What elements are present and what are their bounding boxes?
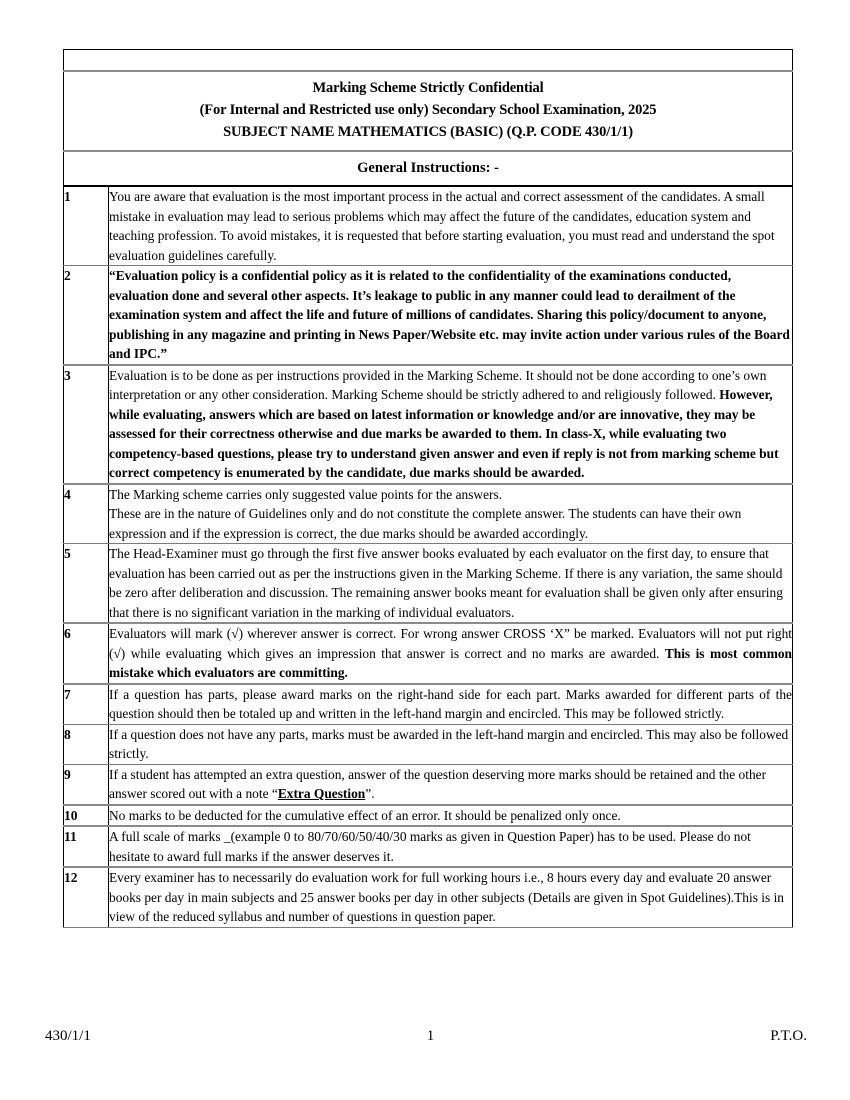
instruction-row xyxy=(64,724,793,764)
instruction-text-part: The Head-Examiner must go through the first five answer books evaluated by each evaluator on the first day, to ensure that evaluation has been carried out as per the instructions given in the Marking Scheme. If there is any variation, the same should be zero after deliberation and discussion. The remaining answer books meant for evaluation shall be given only after ensuring that there is no significant variation in the marking of individual evaluators. xyxy=(109,546,783,620)
instruction-text-part: Extra Question xyxy=(277,786,366,802)
title-cell xyxy=(64,71,793,151)
instruction-text xyxy=(109,544,793,624)
instruction-text xyxy=(109,826,793,867)
instruction-row xyxy=(64,266,793,365)
section-heading-cell xyxy=(64,151,793,186)
instruction-row xyxy=(64,867,793,927)
instruction-text-part: Evaluation is to be done as per instructions provided in the Marking Scheme. It should not be done according to one’s own interpretation or any other consideration. Marking Scheme should be strictly adhered to and religiously followed. xyxy=(109,367,767,403)
instruction-row xyxy=(64,684,793,725)
instruction-text xyxy=(109,867,793,927)
page-footer xyxy=(45,1028,807,1045)
instruction-text-part: “Evaluation policy is a confidential policy as it is related to the confidentiality of the examinations conducted, evaluation done and several other aspects. It’s leakage to public in any manner could lead to derailment of the examination system and affect the life and future of millions of candidates. Sharing this policy/document to anyone, publishing in any magazine and printing in News Paper/Website etc. may invite action under various rules of the Board and IPC.” xyxy=(109,268,790,362)
instruction-row xyxy=(64,484,793,544)
instruction-text-part: The Marking scheme carries only suggested value points for the answers. xyxy=(109,486,503,502)
instruction-number: 10 xyxy=(64,805,109,827)
instruction-number: 9 xyxy=(64,764,109,805)
instruction-text xyxy=(109,266,793,365)
title-row xyxy=(64,71,793,151)
instruction-number: 5 xyxy=(64,544,109,624)
instruction-number: 11 xyxy=(64,826,109,867)
footer-page-number: 1 xyxy=(426,1028,435,1044)
instruction-number: 1 xyxy=(64,186,109,266)
general-instructions-table xyxy=(63,49,793,928)
instruction-text-part: Evaluators will mark (√) wherever answer is correct. For wrong answer CROSS ‘X” be marked. Evaluators will not put right (√) while evaluating which gives an impression that answer is correct and no marks are awarded. xyxy=(109,626,792,661)
table-body xyxy=(64,50,793,928)
title-line-2: (For Internal and Restricted use only) Secondary School Examination, 2025 xyxy=(199,102,657,119)
instruction-row xyxy=(64,826,793,867)
instruction-text-part: ”. xyxy=(365,786,375,802)
instruction-text-part: If a question does not have any parts, marks must be awarded in the left-hand margin and encircled. This may also be followed strictly. xyxy=(109,726,789,762)
instruction-text-part: However, while evaluating, answers which are based on latest information or knowledge and/or are innovative, they may be assessed for their correctness otherwise and due marks be awarded to them. In class-X, while evaluating two competency-based questions, please try to understand given answer and even if reply is not from marking scheme but correct competency is enumerated by the candidate, due marks should be awarded. xyxy=(109,387,779,481)
instruction-text xyxy=(109,623,793,684)
spacer-cell xyxy=(64,50,793,72)
section-heading-text: General Instructions: - xyxy=(357,160,499,177)
instruction-row xyxy=(64,623,793,684)
instruction-number: 7 xyxy=(64,684,109,725)
instruction-text-part: If a question has parts, please award marks on the right-hand side for each part. Marks awarded for different parts of the question should then be totaled up and written in the left-hand margin and encircled. This may be followed strictly. xyxy=(109,686,792,722)
instruction-text xyxy=(109,684,793,725)
section-heading-row xyxy=(64,151,793,186)
instruction-row xyxy=(64,365,793,484)
title-line-1: Marking Scheme Strictly Confidential xyxy=(312,80,544,96)
instruction-row xyxy=(64,186,793,266)
instruction-number: 12 xyxy=(64,867,109,927)
footer-pto: P.T.O. xyxy=(770,1028,807,1044)
instruction-text xyxy=(109,805,793,827)
instruction-row xyxy=(64,805,793,827)
instruction-text xyxy=(109,724,793,764)
instruction-number: 3 xyxy=(64,365,109,484)
instruction-text-part: These are in the nature of Guidelines only and do not constitute the complete answer. The students can have their own expression and if the expression is correct, the due marks should be awarded accordingly. xyxy=(109,506,742,541)
instruction-text-part: You are aware that evaluation is the most important process in the actual and correct assessment of the candidates. A small mistake in evaluation may lead to serious problems which may affect the future of the candidates, education system and teaching profession. To avoid mistakes, it is requested that before starting evaluation, you must read and understand the spot evaluation guidelines carefully. xyxy=(109,189,775,263)
instruction-number: 2 xyxy=(64,266,109,365)
instruction-text-part: Every examiner has to necessarily do evaluation work for full working hours i.e., 8 hours every day and evaluate 20 answer books per day in main subjects and 25 answer books per day in other subjects (Details are given in Spot Guidelines).This is in view of the reduced syllabus and number of questions in question paper. xyxy=(109,870,784,925)
instruction-text xyxy=(109,764,793,805)
instruction-row xyxy=(64,544,793,624)
instruction-number: 4 xyxy=(64,484,109,544)
instruction-text-part: No marks to be deducted for the cumulative effect of an error. It should be penalized only once. xyxy=(109,807,621,823)
instruction-text xyxy=(109,365,793,484)
instruction-text-part: A full scale of marks _(example 0 to 80/70/60/50/40/30 marks as given in Question Paper) has to be used. Please do not hesitate to award full marks if the answer deserves it. xyxy=(109,829,751,864)
table-spacer-row xyxy=(64,50,793,72)
title-line-3: SUBJECT NAME MATHEMATICS (BASIC) (Q.P. CODE 430/1/1) xyxy=(223,124,633,141)
instruction-number: 8 xyxy=(64,724,109,764)
instruction-text xyxy=(109,484,793,544)
instruction-text-part: This is most common mistake which evaluators are committing. xyxy=(109,645,792,681)
footer-paper-code: 430/1/1 xyxy=(45,1028,91,1044)
instruction-text-part: If a student has attempted an extra question, answer of the question deserving more marks should be retained and the other answer scored out with a note “ xyxy=(109,766,767,802)
instruction-text xyxy=(109,186,793,266)
instruction-number: 6 xyxy=(64,623,109,684)
instruction-row xyxy=(64,764,793,805)
